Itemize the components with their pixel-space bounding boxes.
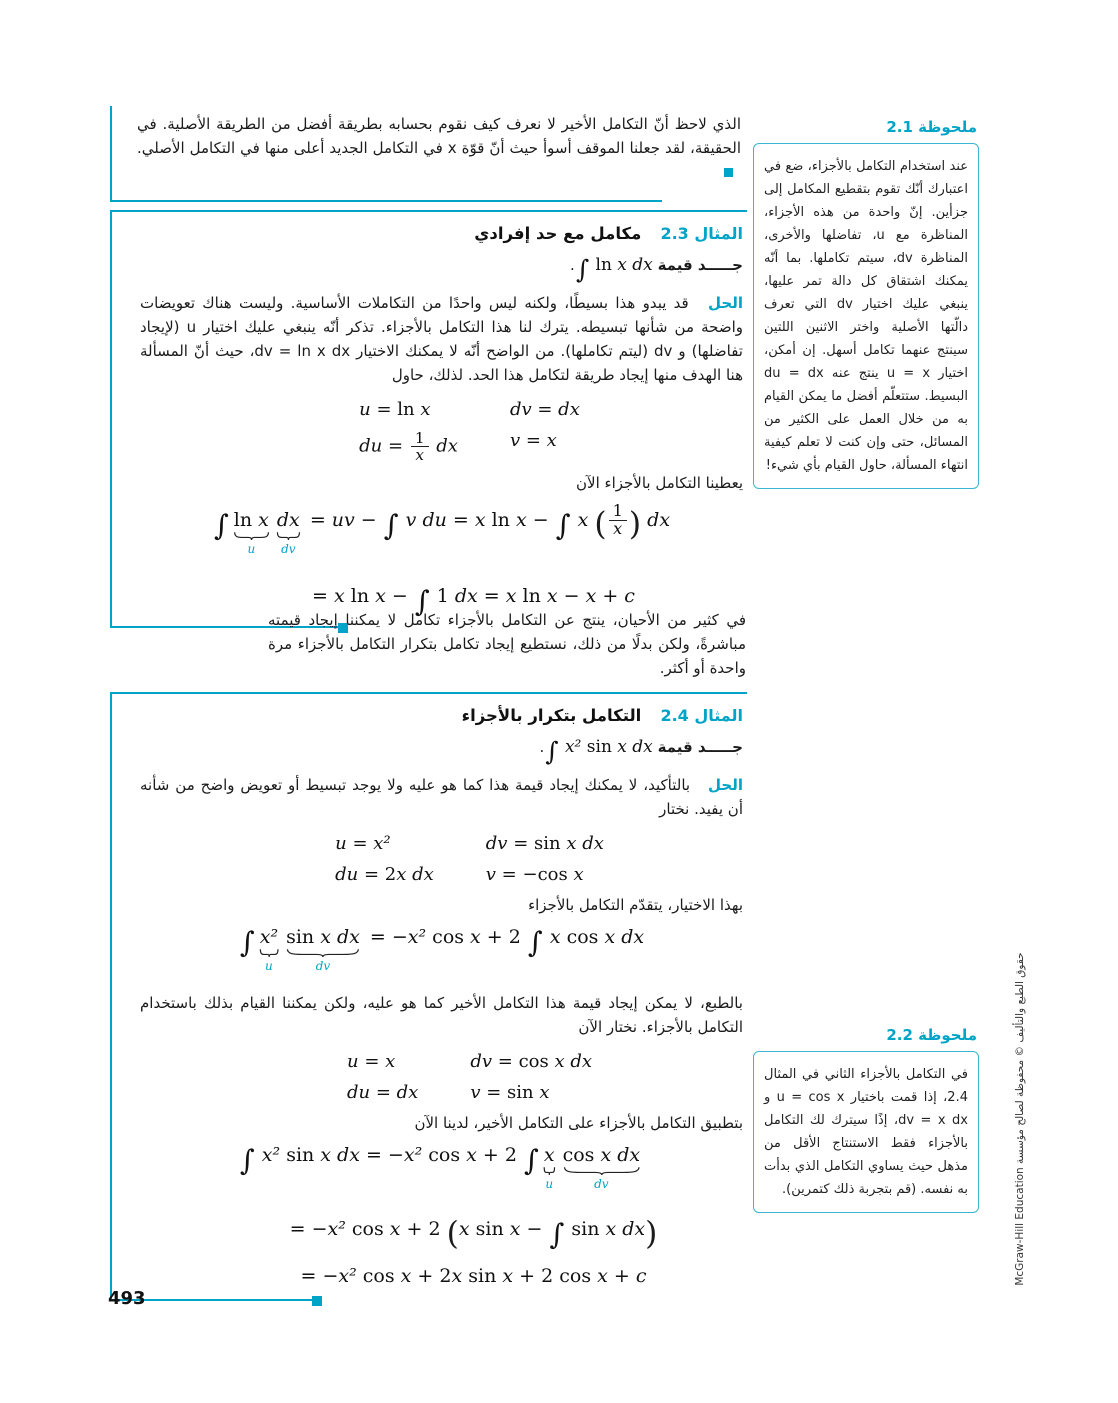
choice-dv: dv = dx	[509, 399, 580, 421]
example-2-4-prompt	[140, 735, 743, 765]
fraction-numerator: 1	[609, 503, 627, 521]
choice-u: u = x²	[335, 833, 391, 855]
underbrace-icon	[544, 1166, 555, 1175]
choice-dv: dv = cos x dx	[470, 1051, 592, 1073]
prompt-prefix: جـــــد قيمة	[657, 256, 743, 274]
example-2-4-number: المثال 2.4	[660, 706, 743, 725]
note-2-2-label: ملحوظة 2.2	[886, 1026, 977, 1044]
fraction-1-over-x	[411, 430, 429, 463]
choice-v: v = x	[509, 430, 557, 452]
example-2-3-name: مكامل مع حد إفرادي	[474, 224, 642, 243]
example-2-4-transition-1: بهذا الاختيار، يتقدّم التكامل بالأجزاء	[528, 896, 743, 915]
example-2-3-equation-1	[140, 503, 743, 576]
example-2-3-transition-text: يعطينا التكامل بالأجزاء الآن	[576, 474, 743, 493]
right-paren: )	[645, 1216, 658, 1253]
example-2-3-solution-paragraph	[140, 291, 743, 387]
prompt-integral: ∫ x² sin x dx	[545, 736, 653, 767]
underbrace-u-label: u	[247, 541, 256, 556]
fraction-1-over-x	[609, 503, 627, 538]
solution-text: بالتأكيد، لا يمكنك إيجاد قيمة هذا كما هو عليه ولا يوجد تبسيط أو تعويض واضح من شأنه أن يفيد. نختار	[140, 776, 743, 819]
prompt-period: .	[570, 256, 575, 274]
example-2-4-substitution-choices-2	[347, 1051, 592, 1103]
fraction-denominator: x	[415, 446, 424, 465]
example-2-4-solution-paragraph	[140, 773, 743, 821]
choice-du	[359, 430, 458, 463]
example-2-4-equation-4	[172, 1264, 775, 1290]
note-2-2-text: في التكامل بالأجزاء الثاني في المثال 2.4، إذا قمت باختيار u = cos x و dv = x dx، إذًا سيترك لك التكامل بالأجزاء فقط الاستنتاج الأقل من مذهل حيث يساوي التكامل الذي بدأت به نفسه. (قم بتجربة ذلك كتمرين).	[764, 1067, 968, 1197]
prompt-period: .	[539, 738, 545, 756]
underbrace-dv-term	[286, 925, 360, 973]
underbrace-dv-label: dv	[315, 958, 331, 973]
underbrace-path	[288, 949, 359, 957]
equation-head: ∫ x² sin x dx = −x² cos x + 2 ∫	[239, 1143, 539, 1177]
bridge-paragraph	[268, 604, 746, 684]
bridge-text: في كثير من الأحيان، ينتج عن التكامل بالأجزاء تكامل لا يمكننا إيجاد قيمته مباشرةً، ولكن بدلًا من ذلك، نستطيع إيجاد تكامل بتكرار التكامل بالأجزاء مرة واحدة أو أكثر.	[268, 611, 746, 677]
equation-middle: = uv − ∫ v du = x ln x − ∫ x	[309, 508, 589, 542]
underbrace-dv-label: dv	[594, 1176, 609, 1191]
example-2-3-substitution-choices	[359, 399, 580, 463]
page-number: 493	[108, 1288, 146, 1309]
end-of-example-marker	[312, 1296, 322, 1306]
equation-tail: = −x² cos x + 2 ∫ x cos x dx	[369, 925, 645, 959]
integral-sign: ∫	[239, 925, 255, 959]
underbrace-u-term	[259, 925, 279, 973]
example-2-4-equation-1	[140, 925, 743, 987]
example-2-4-equation-3	[172, 1213, 775, 1255]
du-lhs: du =	[359, 435, 404, 457]
equation-text: = x ln x − ∫ 1 dx = x ln x − x + c	[312, 584, 635, 618]
equation-tail: dx	[647, 509, 671, 532]
choice-v: v = sin x	[470, 1082, 550, 1104]
left-paren: (	[594, 506, 607, 543]
underbrace-dv-term	[562, 1143, 641, 1191]
example-2-3	[110, 210, 747, 626]
choice-u: u = x	[347, 1051, 396, 1073]
underbrace-dv-text: sin x dx	[286, 926, 360, 949]
example-2-4-title-row	[140, 706, 743, 725]
intro-continued-paragraph	[110, 106, 747, 202]
integral-sign: ∫	[213, 508, 229, 542]
underbrace-u-text: x²	[259, 926, 279, 949]
underbrace-path	[564, 1167, 638, 1175]
intro-text: الذي لاحظ أنّ التكامل الأخير لا نعرف كيف نقوم بحسابه بطريقة أفضل من الطريقة الأصلية. في الحقيقة، لقد جعلنا الموقف أسوأ حيث أنّ قوّة x في التكامل الجديد أعلى منها في التكامل الأصلي.	[137, 115, 741, 157]
underbrace-icon	[260, 948, 278, 957]
underbrace-path	[277, 532, 299, 540]
choice-du: du = 2x dx	[335, 864, 434, 886]
example-2-4-substitution-choices-1	[335, 833, 604, 885]
end-of-example-rule	[112, 200, 662, 202]
underbrace-icon	[563, 1166, 641, 1175]
note-2-1-text: عند استخدام التكامل بالأجزاء، ضع في اعتبارك أنّك تقوم بتقطيع المكامل إلى جزأين. إنّ واحدة من هذه الأجزاء، المناظرة مع u، تفاضلها والأخرى، المناظرة dv، سيتم تكاملها. بما أنّه يمكنك اشتقاق كل دالة تمر عليها، ينبغي عليك اختيار dv التي تعرف دالّتها الأصلية واختر الاثنين اللتين سينتج عنهما تكامل أسهل. إن أمكن، اختيار u = x ينتج عنه du = dx البسيط. ستتعلّم أفضل ما يمكن القيام به من خلال العمل على الكثير من المسائل، حتى وإن كنت لا تعلم كيفية انتهاء المسألة، حاول القيام بأي شيء!	[764, 159, 969, 473]
note-2-1-label: ملحوظة 2.1	[886, 118, 977, 136]
intro-text-paragraph	[137, 112, 741, 184]
choice-du: du = dx	[347, 1082, 419, 1104]
underbrace-u-label: u	[265, 958, 273, 973]
left-paren: (	[446, 1216, 459, 1253]
example-2-4-transition-2: بتطبيق التكامل بالأجزاء على التكامل الأخير، لدينا الآن	[414, 1114, 743, 1133]
paren-inner: x sin x − ∫ sin x dx	[458, 1218, 646, 1252]
solution-label: الحل	[708, 294, 743, 313]
underbrace-path	[234, 532, 268, 540]
example-2-3-prompt	[140, 253, 743, 283]
underbrace-dv-label: dv	[281, 541, 296, 556]
underbrace-u-term	[543, 1143, 555, 1191]
underbrace-dv-text: dx	[276, 509, 300, 532]
underbrace-icon	[286, 948, 360, 957]
example-2-4-equation-2	[140, 1143, 743, 1205]
margin-note-2-2	[753, 1026, 979, 1213]
solution-text: قد يبدو هذا بسيطًا، ولكنه ليس واحدًا من التكاملات الأساسية. وليست هناك تعويضات واضحة من شأنها تبسيطه. يترك لنا هذا التكامل بالأجزاء. تذكر أنّه ينبغي عليك اختيار u (لإيجاد تفاضلها) و dv (ليتم تكاملها). من الواضح أنّه لا يمكنك الاختيار dv = ln x dx، حيث أنّ المسألة هنا الهدف منها إيجاد طريقة لتكامل هذا الحد. لذلك، حاول	[140, 294, 743, 385]
right-paren: )	[628, 506, 642, 543]
note-2-1-box	[753, 143, 979, 489]
underbrace-icon	[234, 531, 269, 540]
example-2-4	[110, 692, 747, 1299]
copyright-vertical-text: حقوق الطبع والتأليف © محفوظة لصالح مؤسسة McGraw-Hill Education	[1014, 952, 1026, 1286]
equation-head: = −x² cos x + 2	[289, 1218, 441, 1241]
du-rhs: dx	[436, 435, 458, 457]
underbrace-icon	[277, 531, 300, 540]
choice-v: v = −cos x	[485, 864, 584, 886]
underbrace-path	[260, 949, 278, 957]
fraction-numerator: 1	[411, 430, 429, 447]
example-2-4-text-2: بالطبع، لا يمكن إيجاد قيمة هذا التكامل الأخير كما هو عليه، ولكن يمكننا القيام بذلك باستخدام التكامل بالأجزاء. نختار الآن	[140, 994, 743, 1037]
underbrace-u-label: u	[545, 1176, 554, 1191]
underbrace-path	[544, 1167, 554, 1175]
underbrace-dv-term	[276, 508, 300, 556]
prompt-prefix: جـــــد قيمة	[657, 738, 743, 756]
example-2-3-title-row	[140, 224, 743, 243]
margin-note-2-1	[753, 118, 979, 489]
underbrace-u-text: ln x	[233, 509, 269, 532]
choice-dv: dv = sin x dx	[485, 833, 604, 855]
equation-text: = −x² cos x + 2x sin x + 2 cos x + c	[300, 1264, 647, 1287]
solution-label: الحل	[708, 776, 743, 795]
end-of-example-marker	[724, 168, 733, 177]
example-2-4-name: التكامل بتكرار بالأجزاء	[461, 706, 642, 725]
choice-u: u = ln x	[359, 399, 431, 421]
fraction-denominator: x	[613, 519, 623, 539]
underbrace-u-text: x	[543, 1144, 555, 1167]
underbrace-u-term	[233, 508, 269, 556]
prompt-integral: ∫ ln x dx	[575, 254, 653, 285]
example-2-3-number: المثال 2.3	[660, 224, 743, 243]
note-2-2-box	[753, 1051, 979, 1213]
underbrace-dv-text: cos x dx	[562, 1144, 641, 1167]
